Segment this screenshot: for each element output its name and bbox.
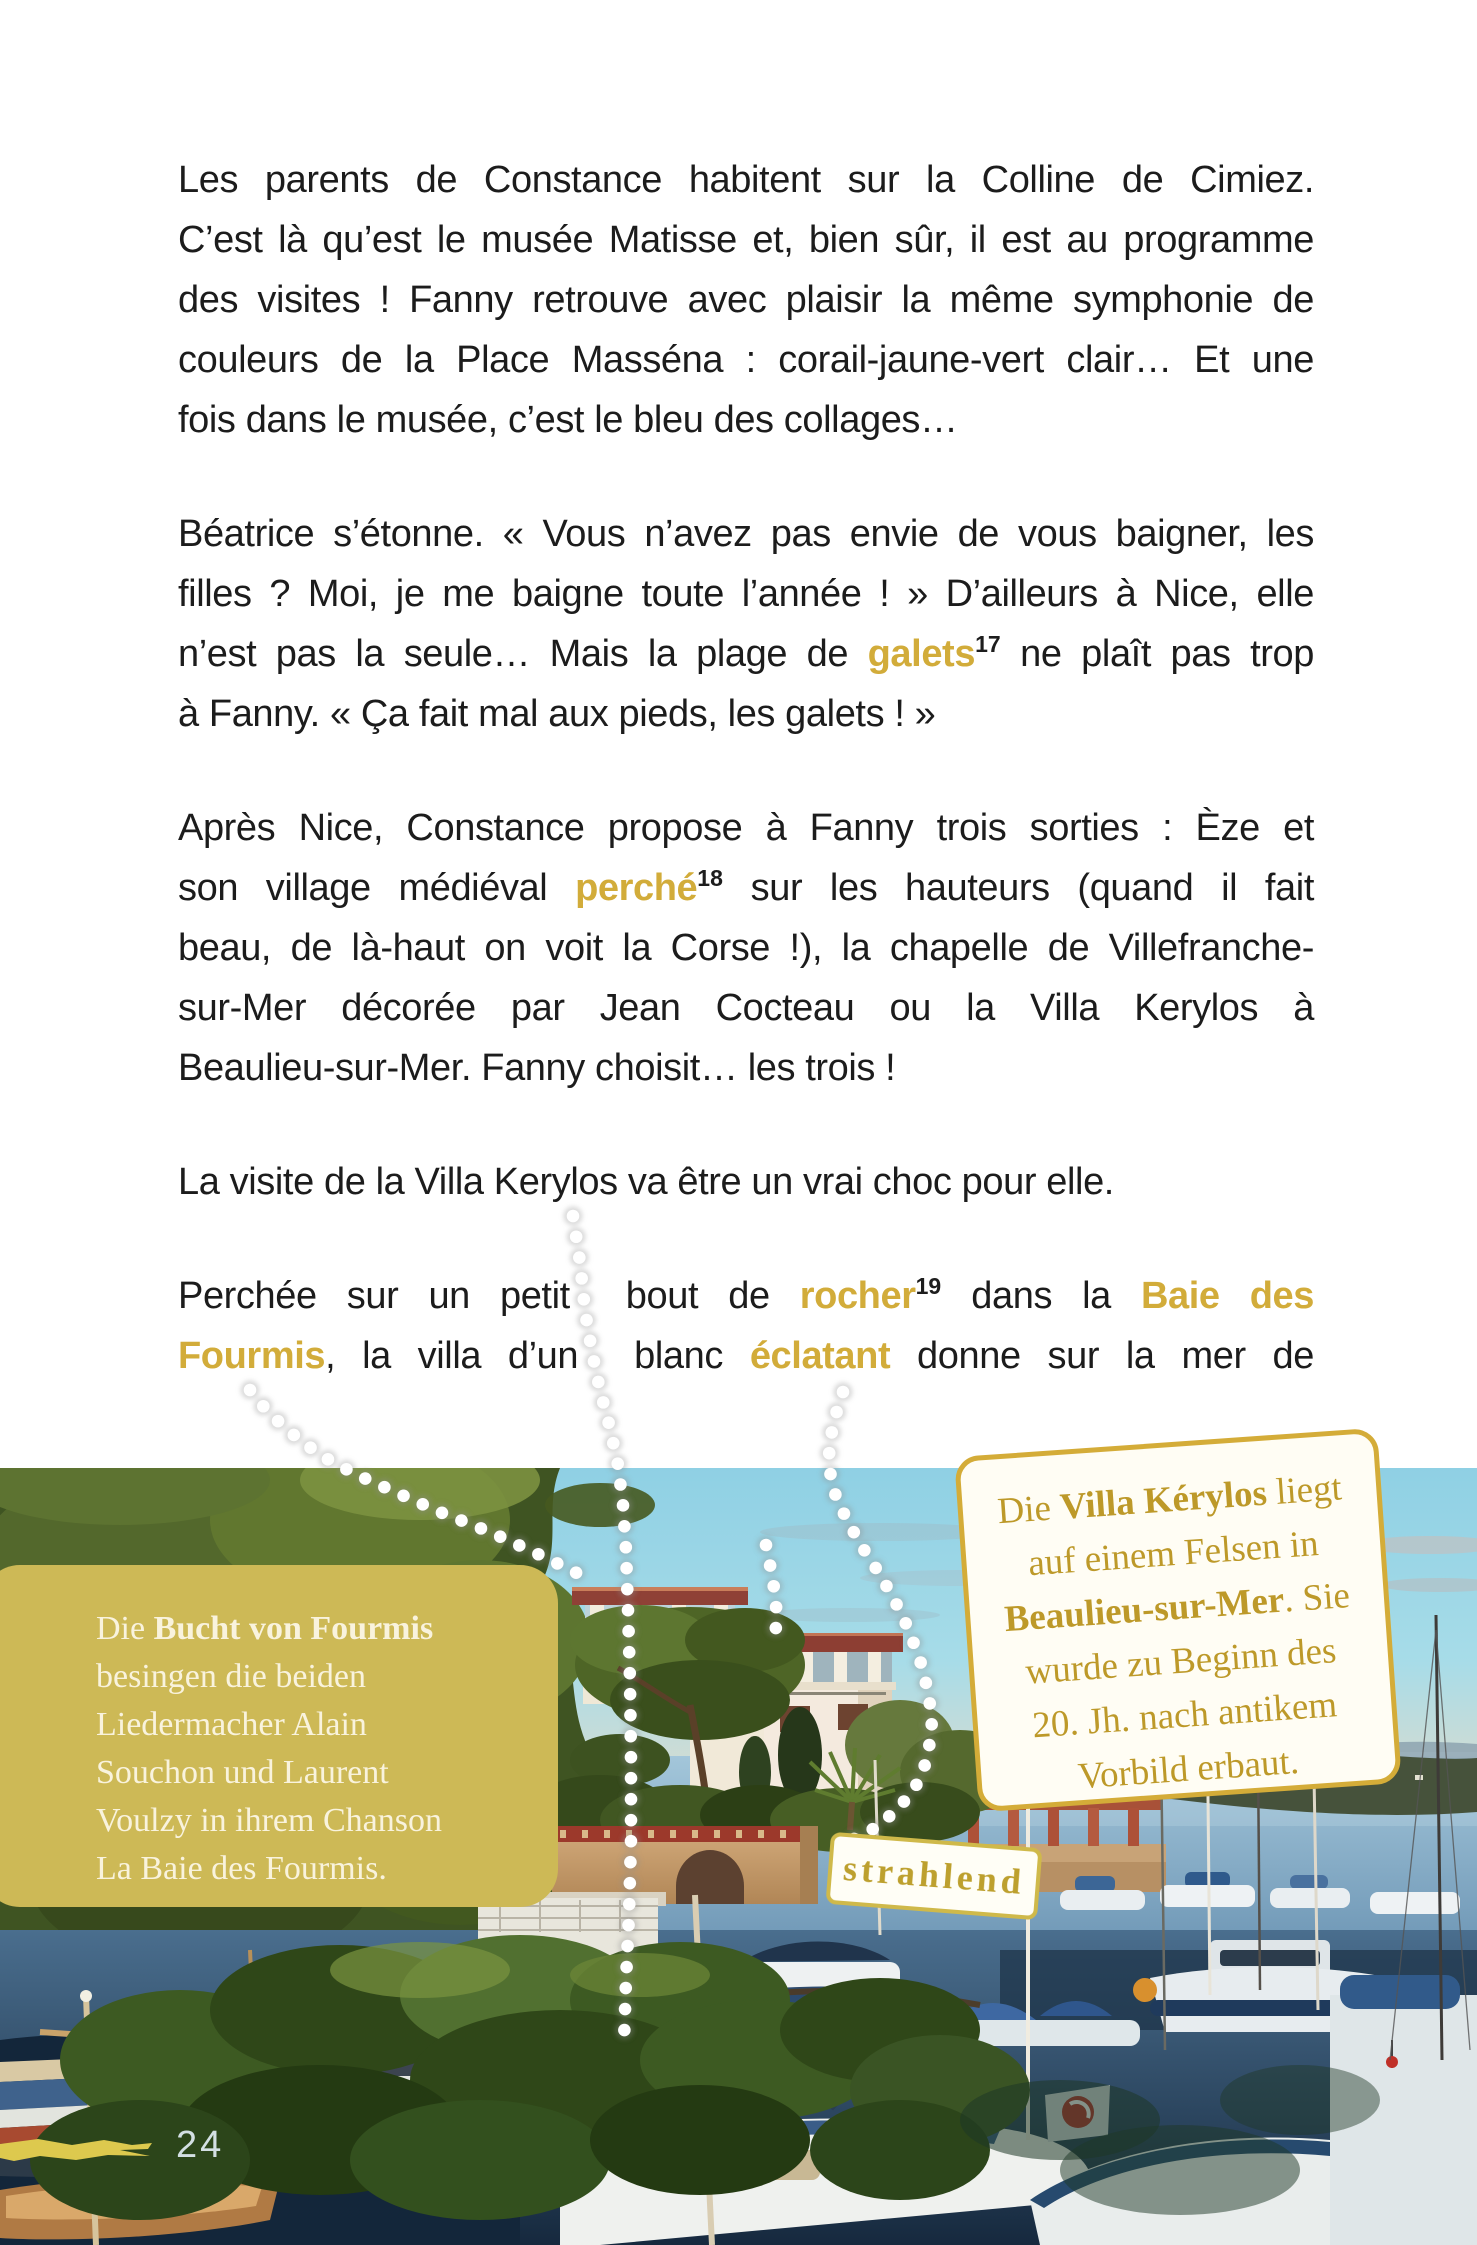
text-line [178,684,1314,744]
text-run: Perchée sur un petit [178,1275,570,1317]
text-run: son village médiéval [178,867,576,909]
text-line [178,210,1314,270]
note-text-run: Vorbild erbaut. [1076,1740,1301,1798]
text-line [178,1266,1314,1326]
text-run: sur-Mer décorée par Jean Cocteau ou la Villa Kerylos à [178,987,1314,1029]
text-line [178,150,1314,210]
text-line [178,1038,1314,1098]
note-line [96,1701,528,1749]
brush-stroke-decoration [0,2136,160,2166]
note-text-run: wurde zu Beginn des [1024,1630,1338,1693]
word-gap [570,1307,626,1308]
text-run: bout de [625,1275,800,1317]
word-gap [578,1367,634,1368]
text-line [178,798,1314,858]
note-line [96,1797,528,1845]
highlight-word: rocher [799,1275,916,1317]
note-text-run: . Sie [1282,1575,1352,1621]
text-line [178,918,1314,978]
text-run: couleurs de la Place Masséna : corail-jaune-vert clair… Et une [178,339,1314,381]
paragraph [178,1266,1314,1386]
paragraph [178,504,1314,744]
note-text-run: Bucht von Fourmis [153,1610,434,1647]
text-run: , la villa d’un [325,1335,579,1377]
text-line [178,390,1314,450]
note-text-run: 20. Jh. nach antikem [1031,1684,1339,1747]
highlight-word: éclatant [749,1335,891,1377]
text-run: Beaulieu-sur-Mer. Fanny choisit… les trois ! [178,1047,896,1089]
note-line [96,1749,528,1797]
footnote-ref: 18 [697,865,723,891]
note-text-run: Souchon und Laurent [96,1754,389,1791]
text-run: Après Nice, Constance propose à Fanny trois sorties : Èze et [178,807,1314,849]
text-run: Les parents de Constance habitent sur la Colline de Cimiez. [178,159,1314,201]
note-text-run: liegt [1265,1467,1344,1514]
text-line [178,1326,1314,1386]
paragraph [178,150,1314,450]
trail-dot [304,1441,317,1454]
paragraph [178,1152,1314,1212]
trail-dot [322,1453,335,1466]
text-line [178,858,1314,918]
text-run: fois dans le musée, c’est le bleu des collages… [178,399,958,441]
note-text-run: La Baie des Fourmis. [96,1850,387,1887]
article [178,150,1314,1440]
left-note-box [0,1565,558,1907]
text-run: n’est pas la seule… Mais la plage de [178,633,868,675]
text-line [178,270,1314,330]
note-text-run: auf einem Felsen in [1026,1523,1320,1585]
note-text-run: Die [96,1610,154,1647]
text-line [178,564,1314,624]
right-note-box [954,1428,1402,1813]
note-line [96,1845,528,1893]
note-text-run: Voulzy in ihrem Chanson [96,1802,442,1839]
trail-dot [823,1447,836,1460]
text-line [178,624,1314,684]
page-number: 24 [176,2124,225,2166]
text-run: filles ? Moi, je me baigne toute l’année ! » D’ailleurs à Nice, elle [178,573,1314,615]
text-run: dans la [941,1275,1141,1317]
footnote-ref: 17 [975,631,1001,657]
footnote-ref: 19 [915,1273,942,1299]
note-text-run: Die [996,1487,1062,1533]
text-line [178,1152,1314,1212]
text-run: ne plaît pas trop [1000,633,1315,675]
text-run: sur les hauteurs (quand il fait [722,867,1314,909]
text-run: blanc [634,1335,750,1377]
note-text-run: Villa Kérylos [1058,1472,1269,1528]
text-run: à Fanny. « Ça fait mal aux pieds, les galets ! » [178,693,936,735]
note-line [96,1653,528,1701]
text-run: C’est là qu’est le musée Matisse et, bien sûr, il est au programme [178,219,1314,261]
text-line [178,330,1314,390]
text-run: beau, de là-haut on voit la Corse !), la chapelle de Villefranche- [178,927,1314,969]
note-line [96,1605,528,1653]
text-run: La visite de la Villa Kerylos va être un vrai choc pour elle. [178,1161,1114,1203]
note-text-run: Liedermacher Alain [96,1706,367,1743]
text-line [178,978,1314,1038]
paragraph [178,798,1314,1098]
strahlend-text: strahlend [841,1847,1027,1903]
highlight-word: galets [867,633,976,675]
text-line [178,504,1314,564]
note-text-run: besingen die beiden [96,1658,367,1695]
text-run: des visites ! Fanny retrouve avec plaisir la même symphonie de [178,279,1314,321]
highlight-word: perché [575,867,698,909]
note-text-run: Beaulieu-sur-Mer [1003,1579,1286,1641]
text-run: donne sur la mer de [890,1335,1314,1377]
text-run: Béatrice s’étonne. « Vous n’avez pas envie de vous baigner, les [178,513,1314,555]
highlight-word: Fourmis [178,1335,326,1377]
highlight-word: Baie des [1140,1275,1314,1317]
